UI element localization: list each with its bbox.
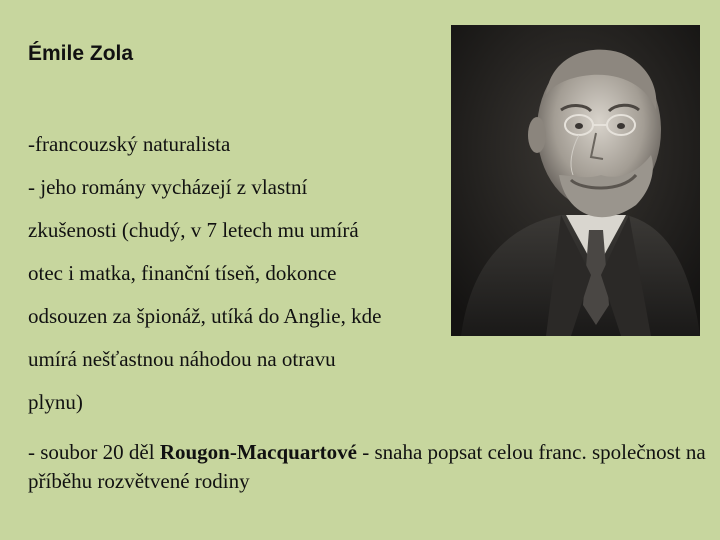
biography-lines <box>28 126 448 427</box>
text-line: -francouzský naturalista <box>28 132 231 156</box>
portrait-illustration <box>451 25 700 336</box>
works-paragraph <box>28 438 708 496</box>
works-prefix: - soubor 20 děl <box>28 440 160 464</box>
works-suffix: - snaha popsat celou franc. společnost na příběhu rozvětvené rodiny <box>28 440 706 493</box>
text-line: - jeho romány vycházejí z vlastní <box>28 175 308 199</box>
slide-title: Émile Zola <box>28 42 134 65</box>
text-line: otec i matka, finanční tíseň, dokonce <box>28 261 337 285</box>
text-line: umírá nešťastnou náhodou na otravu <box>28 347 336 371</box>
text-line: odsouzen za špionáž, utíká do Anglie, kde <box>28 304 382 328</box>
works-title: Rougon-Macquartové <box>159 440 357 464</box>
text-line: plynu) <box>28 390 83 414</box>
portrait-photo <box>451 25 700 336</box>
text-line: zkušenosti (chudý, v 7 letech mu umírá <box>28 218 359 242</box>
